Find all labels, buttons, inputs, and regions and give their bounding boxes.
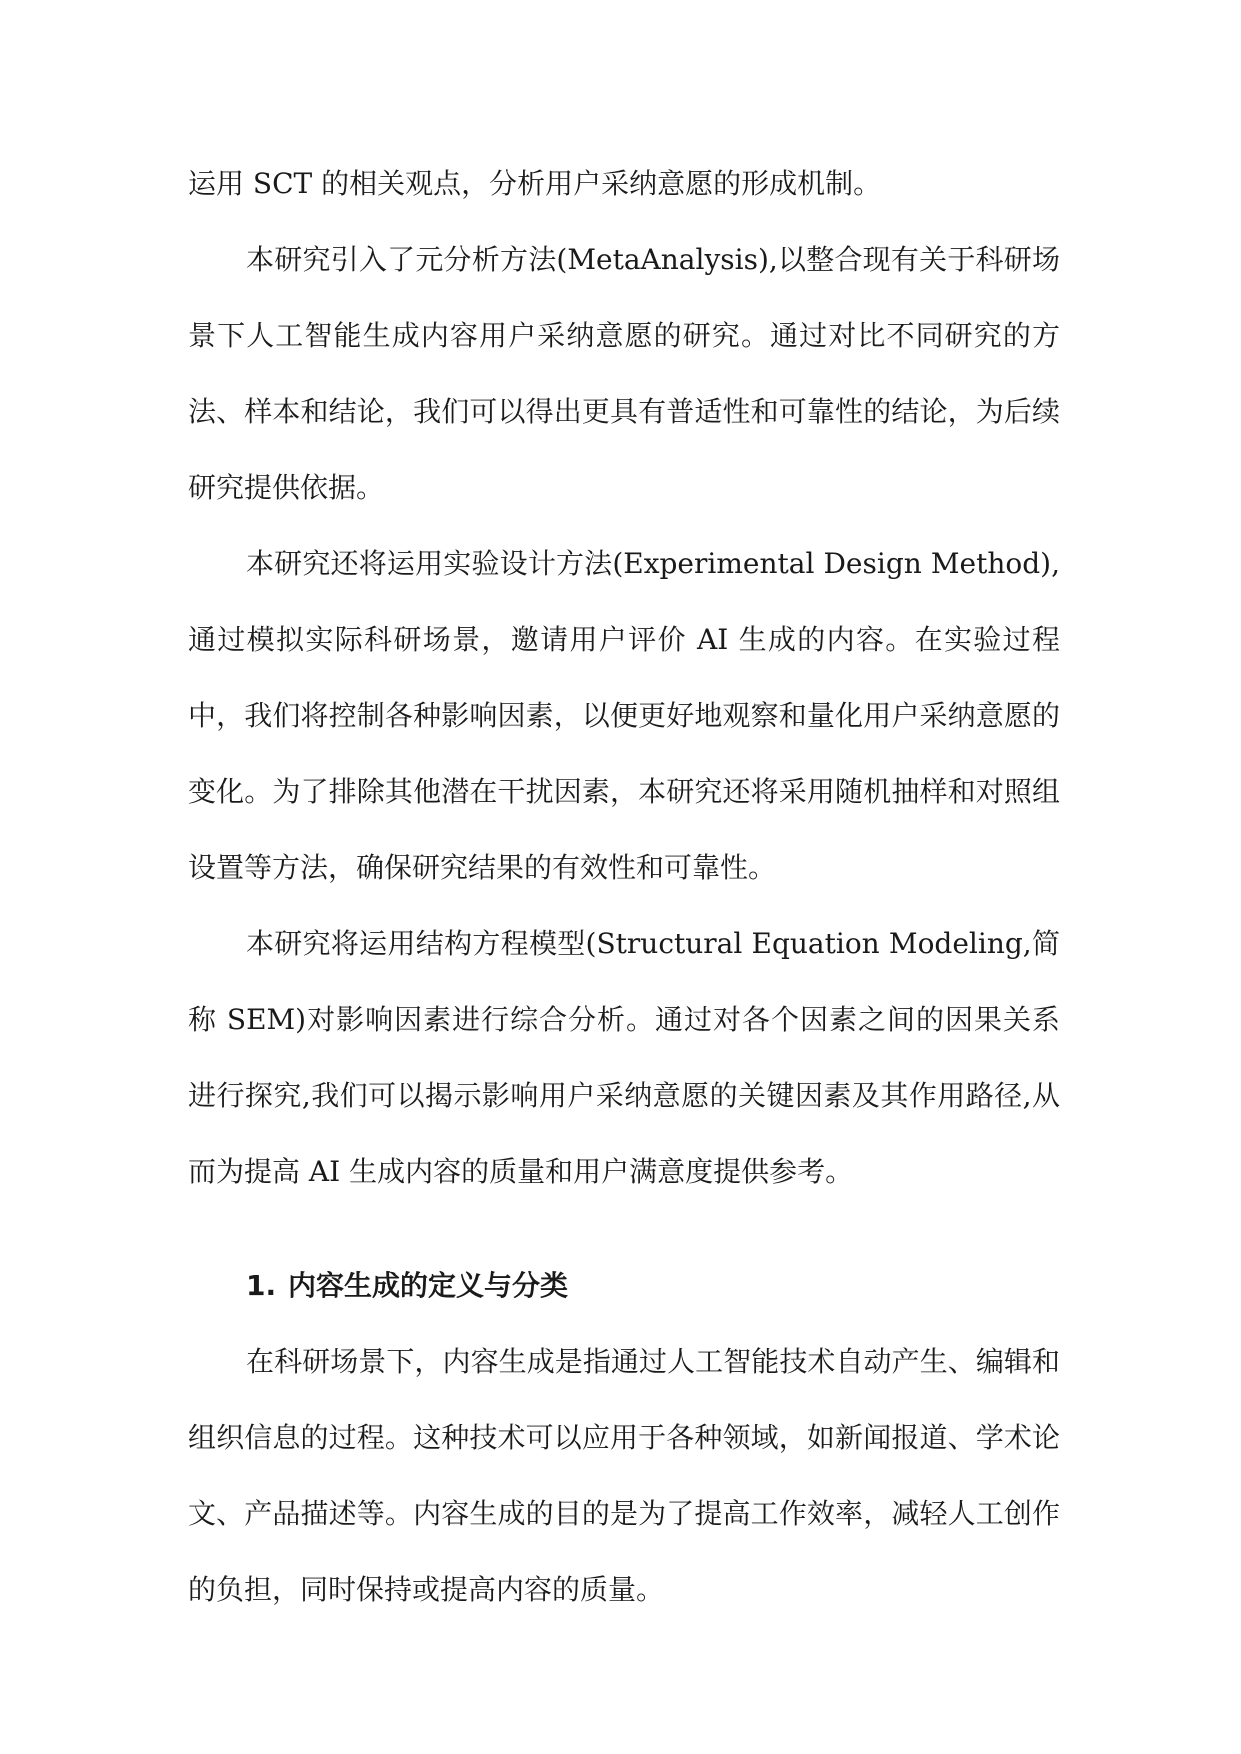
section-number: 1. (246, 1269, 277, 1302)
paragraph-experimental-design: 本研究还将运用实验设计方法(Experimental Design Method),通过模拟实际科研场景，邀请用户评价 AI 生成的内容。在实验过程中，我们将控制各种影响因素，以便更好地观察和量化用户采纳意愿的变化。为了排除其他潜在干扰因素，本研究还将采用随机抽样和对照组设置等方法，确保研究结果的有效性和可靠性。 (188, 547, 1060, 884)
paragraph-continuation: 运用 SCT 的相关观点，分析用户采纳意愿的形成机制。 (188, 167, 882, 200)
paragraph-meta-analysis: 本研究引入了元分析方法(MetaAnalysis),以整合现有关于科研场景下人工智能生成内容用户采纳意愿的研究。通过对比不同研究的方法、样本和结论，我们可以得出更具有普适性和可靠性的结论，为后续研究提供依据。 (188, 243, 1060, 504)
section-heading (188, 1248, 1060, 1324)
paragraph-content-generation-definition: 在科研场景下，内容生成是指通过人工智能技术自动产生、编辑和组织信息的过程。这种技术可以应用于各种领域，如新闻报道、学术论文、产品描述等。内容生成的目的是为了提高工作效率，减轻人工创作的负担，同时保持或提高内容的质量。 (188, 1345, 1060, 1606)
paragraph-sem: 本研究将运用结构方程模型(Structural Equation Modeling,简称 SEM)对影响因素进行综合分析。通过对各个因素之间的因果关系进行探究,我们可以揭示影响用户采纳意愿的关键因素及其作用路径,从而为提高 AI 生成内容的质量和用户满意度提供参考。 (188, 927, 1060, 1188)
section-title: 内容生成的定义与分类 (288, 1269, 569, 1302)
document-body (188, 146, 1060, 1628)
